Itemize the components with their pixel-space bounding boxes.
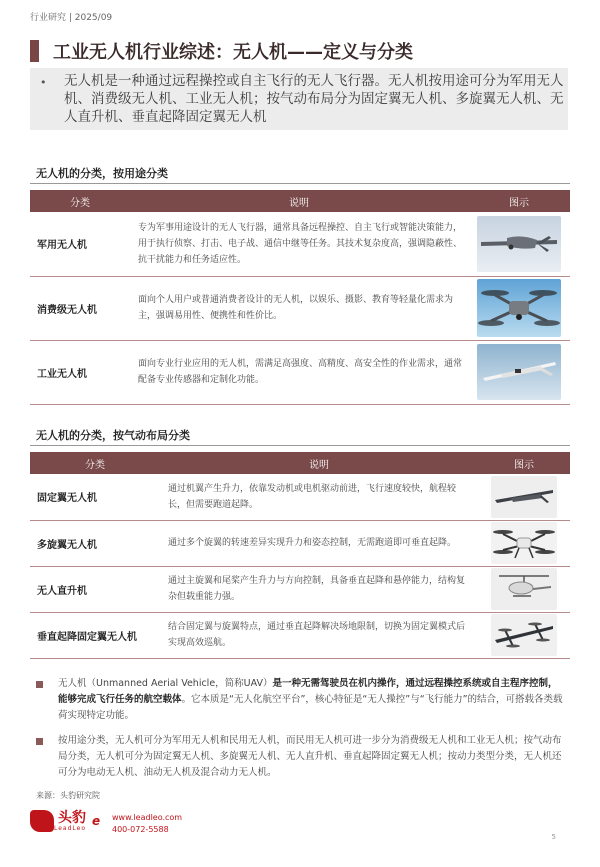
table2-header-category: 分类	[30, 452, 160, 474]
industrial-drone-photo	[477, 344, 561, 400]
bullet-paragraph-2	[36, 733, 566, 781]
description-cell: 面向个人用户或普通消费者设计的无人机，以娱乐、摄影、教育等轻量化需求为主，强调易用性、便携性和性价比。	[130, 276, 468, 340]
bullet-paragraph-1	[36, 676, 566, 724]
category-cell: 固定翼无人机	[30, 474, 160, 520]
consumer-drone-photo	[477, 279, 561, 337]
image-cell	[478, 474, 570, 520]
bullet-square	[36, 738, 43, 745]
fixed-wing-drone-photo	[491, 476, 557, 518]
bullet-text: 按用途分类，无人机可分为军用无人机和民用无人机，而民用无人机可进一步分为消费级无人机和工业无人机；按气动布局分类，无人机可分为固定翼无人机、多旋翼无人机、无人直升机、垂直起降固定翼无人机；按动力类型分类，无人机还可分为电动无人机、油动无人机及混合动力无人机。	[58, 735, 562, 778]
table2-header-image: 图示	[478, 452, 570, 474]
category-cell: 消费级无人机	[30, 276, 130, 340]
category-cell: 无人直升机	[30, 566, 160, 612]
table-by-purpose	[30, 190, 570, 405]
table1-divider	[30, 183, 570, 184]
image-cell	[468, 340, 570, 404]
table-row	[30, 276, 570, 340]
image-cell	[468, 212, 570, 276]
table-row	[30, 212, 570, 276]
image-cell	[478, 520, 570, 566]
leadleo-logo	[30, 810, 100, 832]
website-link[interactable]: www.leadleo.com	[112, 813, 183, 822]
table-by-aerodynamic-layout	[30, 452, 570, 659]
bullet-square	[36, 681, 43, 688]
leopard-logo-icon	[30, 810, 54, 832]
logo-wordmark	[54, 811, 86, 832]
category-cell: 多旋翼无人机	[30, 520, 160, 566]
logo-subtext: LeadLeo	[54, 824, 87, 832]
table-row	[30, 520, 570, 566]
page-title-block	[30, 38, 413, 64]
summary-box	[30, 68, 568, 130]
description-cell: 通过多个旋翼的转速差异实现升力和姿态控制，无需跑道即可垂直起降。	[160, 520, 478, 566]
image-cell	[478, 612, 570, 658]
image-cell	[478, 566, 570, 612]
military-drone-photo	[477, 216, 561, 272]
source-note: 来源：头豹研究院	[36, 791, 100, 800]
report-header: 行业研究 | 2025/09	[30, 13, 113, 23]
multirotor-drone-photo	[491, 522, 557, 564]
table1-header-image: 图示	[468, 190, 570, 212]
bullet-text-part: 。它本质是“无人化航空平台”，核心特征是“无人操控”与“飞行能力”的结合，可搭载各类载荷实现特定功能。	[58, 694, 563, 721]
table1-header-category: 分类	[30, 190, 130, 212]
category-cell: 垂直起降固定翼无人机	[30, 612, 160, 658]
summary-bullet: •	[40, 76, 47, 89]
table-row	[30, 340, 570, 404]
category-cell: 工业无人机	[30, 340, 130, 404]
page-title: 工业无人机行业综述：无人机——定义与分类	[53, 42, 413, 63]
description-cell: 通过机翼产生升力，依靠发动机或电机驱动前进，飞行速度较快，航程较长，但需要跑道起降。	[160, 474, 478, 520]
phone-number: 400-072-5588	[112, 825, 169, 834]
table-row	[30, 566, 570, 612]
table2-header-description: 说明	[160, 452, 478, 474]
vtol-drone-photo	[491, 614, 557, 656]
description-cell: 通过主旋翼和尾桨产生升力与方向控制，具备垂直起降和悬停能力，结构复杂但载重能力强。	[160, 566, 478, 612]
e-logo-icon: e	[92, 814, 101, 828]
page-number: 5	[551, 833, 556, 841]
description-cell: 结合固定翼与旋翼特点，通过垂直起降解决场地限制，切换为固定翼模式后实现高效巡航。	[160, 612, 478, 658]
helicopter-drone-photo	[491, 568, 557, 610]
description-cell: 面向专业行业应用的无人机，需满足高强度、高精度、高安全性的作业需求，通常配备专业传感器和定制化功能。	[130, 340, 468, 404]
category-cell: 军用无人机	[30, 212, 130, 276]
table1-title: 无人机的分类，按用途分类	[36, 167, 168, 180]
title-accent-bar	[30, 40, 39, 62]
contact-info	[112, 812, 182, 836]
table-row	[30, 612, 570, 658]
table-row	[30, 474, 570, 520]
image-cell	[468, 276, 570, 340]
table1-header-description: 说明	[130, 190, 468, 212]
table2-divider	[30, 445, 570, 446]
bullet-text	[58, 676, 566, 724]
logo-text: 头豹	[58, 809, 86, 826]
bullet-text-part: 无人机（Unmanned Aerial Vehicle，简称UAV）	[58, 678, 273, 689]
description-cell: 专为军事用途设计的无人飞行器，通常具备远程操控、自主飞行或智能决策能力，用于执行侦察、打击、电子战、通信中继等任务。其技术复杂度高，强调隐蔽性、抗干扰能力和任务适应性。	[130, 212, 468, 276]
table2-title: 无人机的分类，按气动布局分类	[36, 429, 190, 442]
bullet-text-bold: 是一种无需驾驶员在机内操作，通过远程操控系统或自主程序控制，能够完成飞行任务的航空载体	[58, 678, 558, 705]
summary-text: 无人机是一种通过远程操控或自主飞行的无人飞行器。无人机按用途可分为军用无人机、消费级无人机、工业无人机；按气动布局分为固定翼无人机、多旋翼无人机、无人直升机、垂直起降固定翼无人机	[64, 73, 564, 125]
